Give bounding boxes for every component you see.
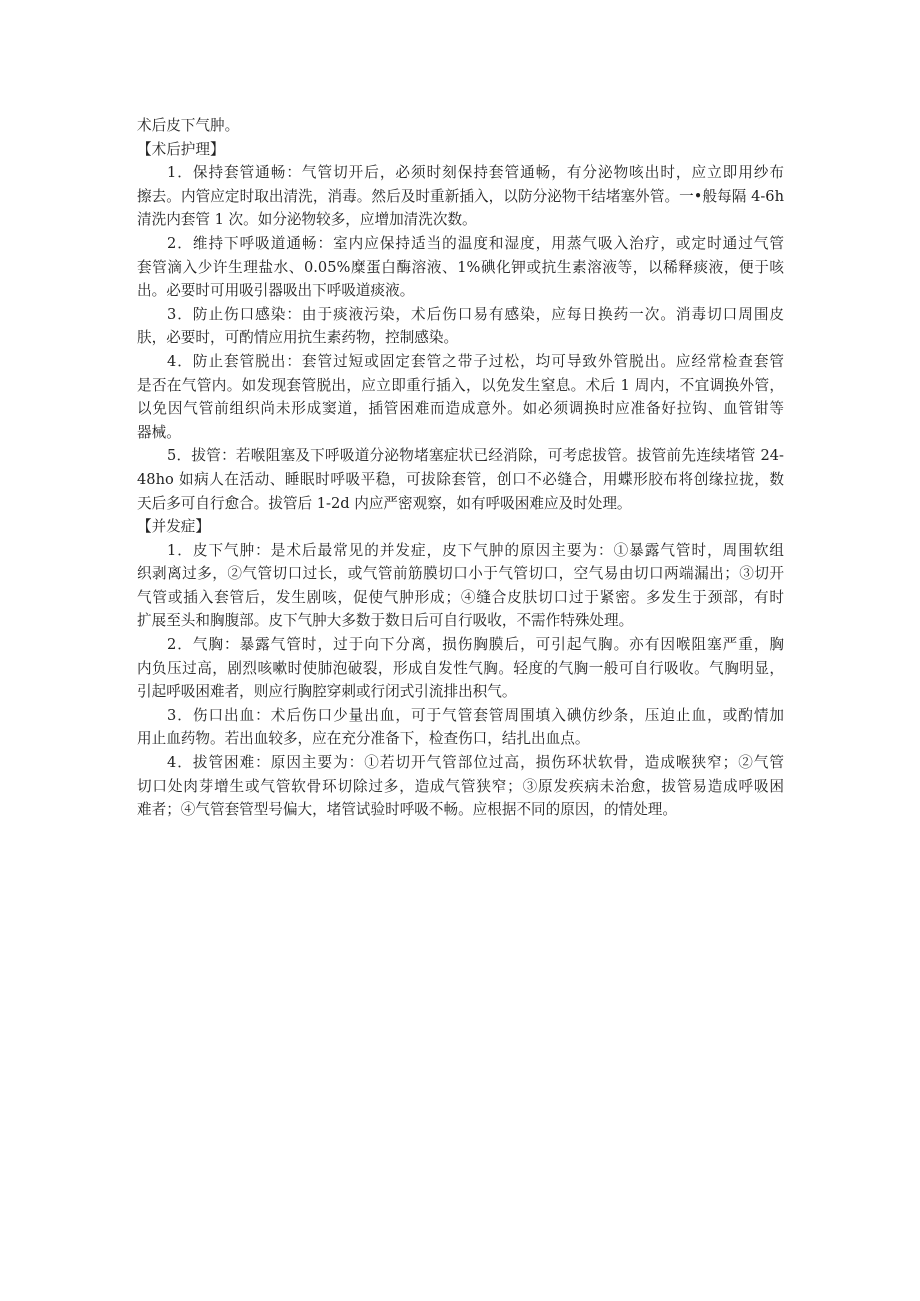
text-line: 织剥离过多，②气管切口过长，或气管前筋膜切口小于气管切口，空气易由切口两端漏出；③切开 <box>137 565 784 583</box>
text-line: 用止血药物。若出血较多，应在充分准备下，检查伤口，结扎出血点。 <box>137 730 590 748</box>
document-body <box>137 114 784 822</box>
text-line: 内负压过高，剧烈咳嗽时使肺泡破裂，形成自发性气胸。轻度的气胸一般可自行吸收。气胸明显， <box>137 659 784 677</box>
paragraph <box>137 539 784 633</box>
text-line: 引起呼吸困难者，则应行胸腔穿刺或行闭式引流排出积气。 <box>137 683 517 701</box>
paragraph <box>137 444 784 515</box>
paragraph <box>137 303 784 350</box>
text-line: 2．气胸：暴露气管时，过于向下分离，损伤胸膜后，可引起气胸。亦有因喉阻塞严重，胸 <box>167 636 784 654</box>
text-line: 出。必要时可用吸引器吸出下呼吸道痰液。 <box>137 282 415 300</box>
paragraph <box>137 751 784 822</box>
text-line: 器械。 <box>137 423 181 441</box>
text-line: 4．拔管困难：原因主要为：①若切开气管部位过高，损伤环状软骨，造成喉狭窄；②气管 <box>167 754 784 772</box>
text-line: 切口处肉芽增生或气管软骨环切除过多，造成气管狭窄；③原发疾病未治愈，拔管易造成呼吸困 <box>137 777 784 795</box>
paragraph <box>137 232 784 303</box>
text-line: 2．维持下呼吸道通畅：室内应保持适当的温度和湿度，用蒸气吸入治疗，或定时通过气管 <box>167 234 784 252</box>
text-line: 套管滴入少许生理盐水、0.05%糜蛋白酶溶液、1%碘化钾或抗生素溶液等，以稀释痰液，便于咳 <box>137 258 784 276</box>
paragraph <box>137 633 784 704</box>
section-heading: 【并发症】 <box>137 518 210 536</box>
text-line: 是否在气管内。如发现套管脱出，应立即重行插入，以免发生窒息。术后 1 周内，不宜调换外管， <box>137 376 784 394</box>
text-line: 1．保持套管通畅：气管切开后，必须时刻保持套管通畅，有分泌物咳出时，应立即用纱布 <box>167 164 784 182</box>
text-line: 3．防止伤口感染：由于痰液污染，术后伤口易有感染，应每日换药一次。消毒切口周围皮 <box>167 305 784 323</box>
paragraph <box>137 161 784 232</box>
text-line: 5．拔管：若喉阻塞及下呼吸道分泌物堵塞症状已经消除，可考虑拔管。拔管前先连续堵管 24- <box>167 447 784 465</box>
text-line: 气管或插入套管后，发生剧咳，促使气肿形成；④缝合皮肤切口过于紧密。多发生于颈部，有时 <box>137 588 784 606</box>
text-line: 48ho 如病人在活动、睡眠时呼吸平稳，可拔除套管，创口不必缝合，用蝶形胶布将创缘拉拢，数 <box>137 470 784 488</box>
text-line: 以免因气管前组织尚未形成窦道，插管困难而造成意外。如必须调换时应准备好拉钩、血管钳等 <box>137 400 784 418</box>
text-line: 1．皮下气肿：是术后最常见的并发症，皮下气肿的原因主要为：①暴露气管时，周围软组 <box>167 541 784 559</box>
paragraph <box>137 350 784 444</box>
text-line: 擦去。内管应定时取出清洗，消毒。然后及时重新插入，以防分泌物干结堵塞外管。一•般每隔 4-6h <box>137 187 784 205</box>
intro-line: 术后皮下气肿。 <box>137 117 240 134</box>
text-line: 4．防止套管脱出：套管过短或固定套管之带子过松，均可导致外管脱出。应经常检查套管 <box>167 352 784 370</box>
paragraph <box>137 704 784 751</box>
text-line: 清洗内套管 1 次。如分泌物较多，应增加清洗次数。 <box>137 211 477 229</box>
section <box>137 138 784 516</box>
text-line: 难者；④气管套管型号偏大，堵管试验时呼吸不畅。应根据不同的原因，的情处理。 <box>137 801 677 819</box>
text-line: 3．伤口出血：术后伤口少量出血，可于气管套管周围填入碘仿纱条，压迫止血，或酌情加 <box>167 706 784 724</box>
text-line: 天后多可自行愈合。拔管后 1-2d 内应严密观察，如有呼吸困难应及时处理。 <box>137 494 632 512</box>
text-line: 扩展至头和胸腹部。皮下气肿大多数于数日后可自行吸收，不需作特殊处理。 <box>137 612 634 630</box>
section-heading: 【术后护理】 <box>137 140 225 158</box>
text-line: 肤，必要时，可酌情应用抗生素药物，控制感染。 <box>137 329 459 347</box>
section <box>137 515 784 822</box>
